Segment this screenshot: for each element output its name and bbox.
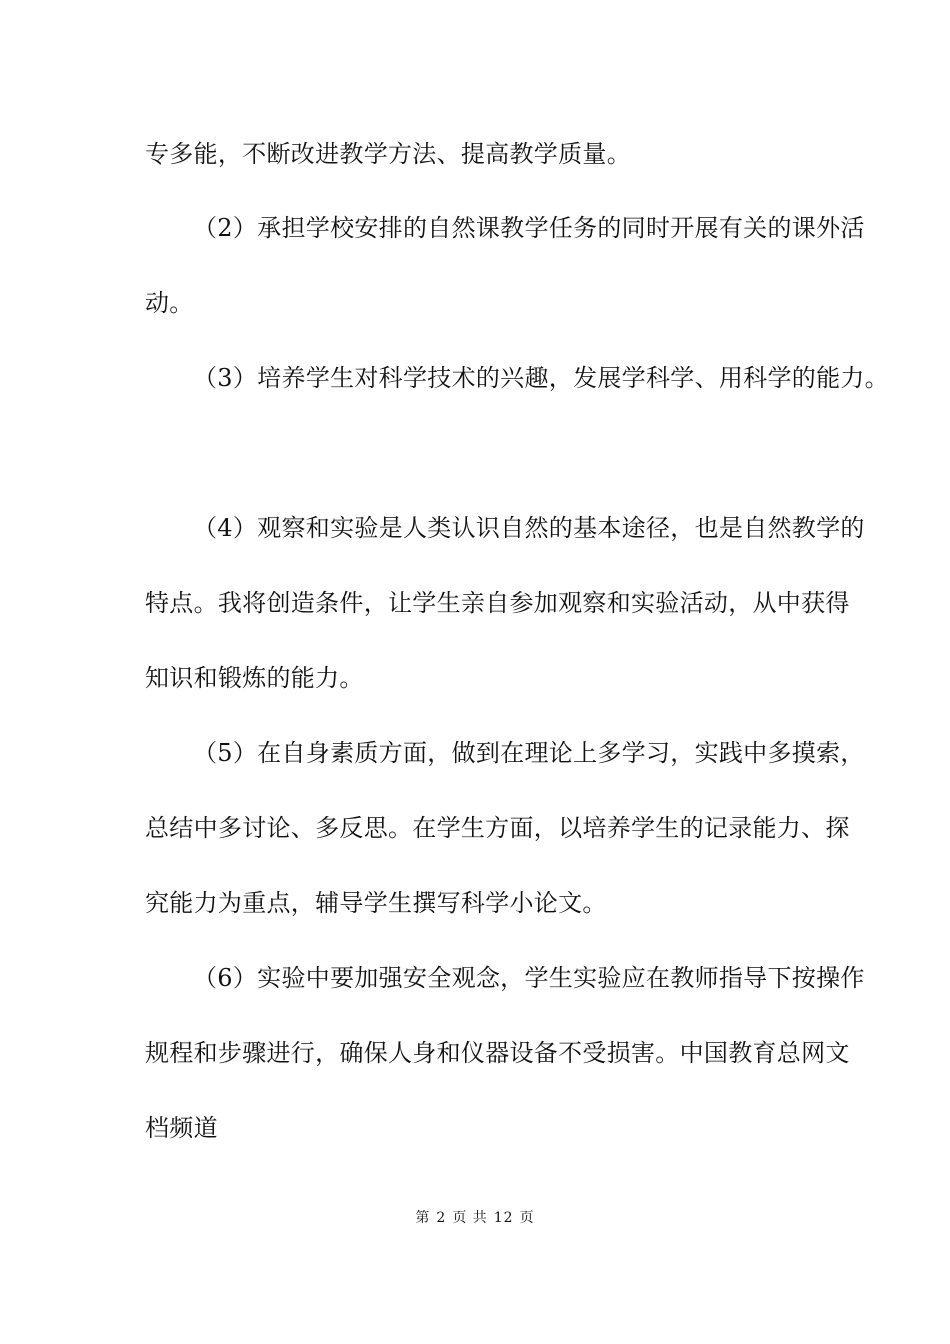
text-line: （4）观察和实验是人类认识自然的基本途径，也是自然教学的 [193, 514, 865, 542]
footer-mid: 页 共 [452, 1210, 488, 1226]
text-line: 特点。我将创造条件，让学生亲自参加观察和实验活动，从中获得 [145, 589, 850, 617]
text-line: 档频道 [145, 1114, 218, 1142]
text-line: 究能力为重点，辅导学生撰写科学小论文。 [145, 889, 607, 917]
footer-prefix: 第 [415, 1210, 431, 1226]
text-line: （2）承担学校安排的自然课教学任务的同时开展有关的课外活 [193, 214, 865, 242]
footer-current-page: 2 [436, 1210, 447, 1226]
text-line: 规程和步骤进行，确保人身和仪器设备不受损害。中国教育总网文 [145, 1039, 850, 1067]
text-line: 知识和锻炼的能力。 [145, 664, 364, 692]
text-line: （5）在自身素质方面，做到在理论上多学习，实践中多摸索， [193, 739, 865, 767]
footer-total-pages: 12 [493, 1210, 514, 1226]
page-footer [0, 1209, 950, 1227]
text-line: （6）实验中要加强安全观念，学生实验应在教师指导下按操作 [193, 964, 865, 992]
text-line: 总结中多讨论、多反思。在学生方面，以培养学生的记录能力、探 [145, 814, 850, 842]
text-line: 动。 [145, 289, 194, 317]
footer-suffix: 页 [519, 1210, 535, 1226]
text-line: （3）培养学生对科学技术的兴趣，发展学科学、用科学的能力。 [193, 364, 889, 392]
text-line: 专多能，不断改进教学方法、提高教学质量。 [145, 140, 631, 168]
